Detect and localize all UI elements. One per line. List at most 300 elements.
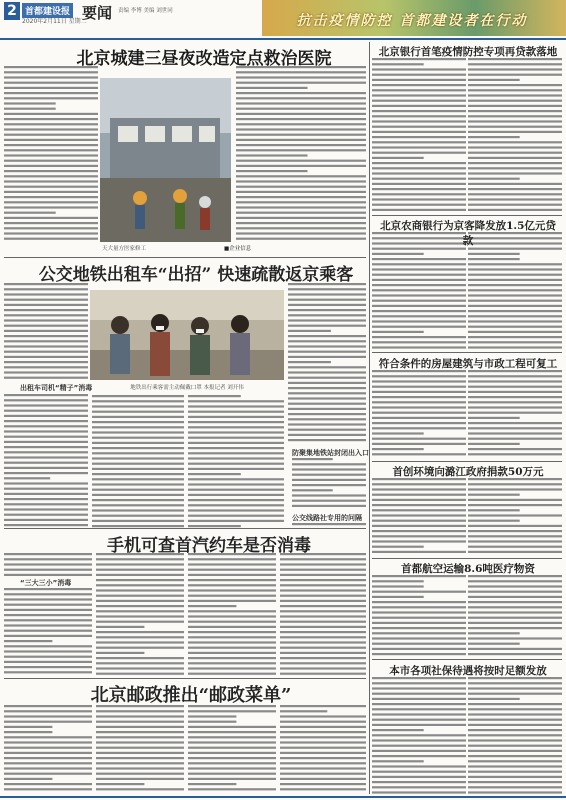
text-line bbox=[468, 687, 562, 689]
text-line bbox=[372, 183, 466, 185]
text-line bbox=[280, 773, 366, 775]
text-line bbox=[372, 719, 466, 721]
text-line bbox=[468, 331, 562, 333]
text-line bbox=[280, 563, 366, 565]
text-line bbox=[96, 584, 184, 586]
text-line bbox=[280, 710, 327, 712]
text-line bbox=[236, 97, 366, 99]
text-line bbox=[372, 483, 466, 485]
text-line bbox=[4, 175, 98, 177]
text-line bbox=[372, 687, 466, 689]
text-line bbox=[188, 600, 276, 602]
text-line bbox=[288, 325, 366, 327]
text-line bbox=[188, 405, 284, 407]
text-line bbox=[96, 752, 184, 754]
text-line bbox=[288, 418, 366, 420]
text-line bbox=[4, 191, 98, 193]
text-line bbox=[372, 294, 466, 296]
photo-hospital-caption: 天大量方医家修工 bbox=[102, 246, 147, 252]
text-line bbox=[372, 791, 466, 793]
subhead-car: “三大三小”消毒 bbox=[20, 579, 72, 587]
text-line bbox=[372, 535, 466, 537]
text-line bbox=[96, 773, 184, 775]
text-line bbox=[4, 206, 98, 208]
text-line bbox=[468, 643, 520, 645]
text-line bbox=[4, 640, 52, 642]
text-line bbox=[468, 540, 562, 542]
text-line bbox=[372, 755, 466, 757]
text-line bbox=[4, 415, 88, 417]
text-line bbox=[372, 172, 466, 174]
text-line bbox=[372, 606, 466, 608]
text-line bbox=[236, 134, 366, 136]
text-line bbox=[4, 614, 92, 616]
text-line bbox=[468, 380, 562, 382]
text-line bbox=[4, 160, 98, 162]
text-line bbox=[280, 762, 366, 764]
text-line bbox=[372, 494, 466, 496]
text-line bbox=[468, 406, 562, 408]
text-line bbox=[4, 482, 88, 484]
text-line bbox=[288, 335, 366, 337]
text-line bbox=[468, 422, 562, 424]
text-line bbox=[96, 778, 184, 780]
text-line bbox=[92, 509, 184, 511]
text-line bbox=[4, 519, 88, 521]
text-line bbox=[92, 457, 184, 459]
banner-slogan: 抗击疫情防控 首都建设者在行动 bbox=[296, 13, 528, 29]
text-line bbox=[96, 579, 184, 581]
text-line bbox=[188, 395, 241, 397]
text-line bbox=[188, 452, 284, 454]
text-line bbox=[96, 595, 184, 597]
text-line bbox=[280, 667, 366, 669]
text-line bbox=[188, 741, 276, 743]
headline-bank-loan: 北京银行首笔疫情防控专项再贷款落地 bbox=[378, 46, 558, 58]
text-line bbox=[372, 326, 466, 328]
text-line bbox=[372, 341, 466, 343]
text-line bbox=[288, 330, 331, 332]
text-line bbox=[468, 167, 562, 169]
text-line bbox=[468, 100, 562, 102]
text-line bbox=[288, 366, 366, 368]
text-line bbox=[372, 703, 466, 705]
text-line bbox=[188, 494, 284, 496]
text-line bbox=[292, 468, 366, 470]
text-line bbox=[4, 609, 92, 611]
text-line bbox=[92, 437, 184, 439]
text-line bbox=[96, 762, 184, 764]
text-line bbox=[468, 310, 562, 312]
text-line bbox=[188, 437, 284, 439]
text-line bbox=[188, 610, 276, 612]
text-line bbox=[4, 721, 92, 723]
text-line bbox=[372, 157, 424, 159]
text-line bbox=[188, 525, 241, 527]
text-line bbox=[468, 682, 562, 684]
text-line bbox=[4, 472, 88, 474]
text-line bbox=[188, 736, 276, 738]
text-line bbox=[468, 585, 562, 587]
text-line bbox=[280, 783, 366, 785]
text-line bbox=[4, 410, 88, 412]
text-line bbox=[468, 89, 562, 91]
text-line bbox=[372, 504, 466, 506]
text-line bbox=[372, 771, 466, 773]
text-line bbox=[92, 463, 184, 465]
text-line bbox=[288, 382, 366, 384]
photo-hospital-credit: ■企业信息 bbox=[224, 246, 252, 252]
text-line bbox=[96, 741, 184, 743]
text-line bbox=[4, 238, 98, 240]
text-line bbox=[4, 493, 88, 495]
text-line bbox=[96, 605, 184, 607]
text-line bbox=[372, 136, 466, 138]
text-line bbox=[372, 115, 466, 117]
text-line bbox=[188, 726, 276, 728]
text-line bbox=[372, 632, 466, 634]
text-line bbox=[468, 786, 562, 788]
text-line bbox=[280, 579, 366, 581]
text-line bbox=[4, 630, 92, 632]
text-line bbox=[92, 489, 184, 491]
text-line bbox=[372, 401, 466, 403]
text-line bbox=[372, 627, 466, 629]
text-line bbox=[468, 509, 520, 511]
text-line bbox=[372, 63, 424, 65]
text-line bbox=[188, 626, 276, 628]
text-line bbox=[288, 304, 366, 306]
text-line bbox=[236, 222, 366, 224]
text-line bbox=[288, 429, 366, 431]
text-line bbox=[4, 569, 92, 571]
text-line bbox=[372, 193, 466, 195]
text-line bbox=[92, 520, 184, 522]
text-line bbox=[372, 514, 466, 516]
text-line bbox=[96, 569, 184, 571]
text-line bbox=[372, 198, 466, 200]
text-line bbox=[468, 551, 562, 553]
text-line bbox=[468, 698, 520, 700]
text-line bbox=[188, 504, 284, 506]
text-line bbox=[280, 747, 366, 749]
text-line bbox=[280, 767, 366, 769]
text-line bbox=[4, 430, 88, 432]
text-line bbox=[92, 421, 184, 423]
text-line bbox=[372, 622, 466, 624]
text-line bbox=[468, 713, 562, 715]
text-line bbox=[372, 253, 424, 255]
text-line bbox=[4, 666, 92, 668]
text-line bbox=[4, 144, 98, 146]
text-line bbox=[468, 84, 562, 86]
text-line bbox=[372, 781, 466, 783]
text-line bbox=[468, 739, 562, 741]
text-line bbox=[4, 139, 98, 141]
text-line bbox=[372, 724, 466, 726]
text-line bbox=[468, 653, 562, 655]
text-line bbox=[188, 400, 284, 402]
text-line bbox=[372, 274, 466, 276]
text-line bbox=[372, 427, 466, 429]
text-line bbox=[188, 710, 276, 712]
text-line bbox=[292, 523, 366, 525]
staff-credits: 责编 李博 美编 刘世同 bbox=[118, 8, 173, 14]
text-line bbox=[292, 479, 366, 481]
text-line bbox=[4, 715, 92, 717]
text-line bbox=[96, 783, 144, 785]
text-line bbox=[468, 305, 562, 307]
text-line bbox=[4, 196, 98, 198]
text-line bbox=[188, 778, 276, 780]
text-line bbox=[188, 584, 276, 586]
text-line bbox=[372, 546, 424, 548]
text-line bbox=[468, 320, 562, 322]
text-line bbox=[468, 300, 562, 302]
subhead-bus: 防聚集地铁站封闭出入口 bbox=[292, 449, 369, 457]
text-line bbox=[468, 617, 562, 619]
text-line bbox=[280, 631, 366, 633]
text-line bbox=[188, 515, 284, 517]
text-line bbox=[372, 336, 466, 338]
page-section-tag: 要闻 bbox=[82, 4, 113, 22]
text-line bbox=[4, 446, 88, 448]
text-line bbox=[4, 97, 98, 99]
text-line bbox=[292, 505, 366, 507]
text-line bbox=[4, 788, 92, 790]
text-line bbox=[4, 757, 92, 759]
text-line bbox=[92, 452, 184, 454]
text-line bbox=[372, 258, 466, 260]
text-line bbox=[468, 765, 562, 767]
text-line bbox=[188, 447, 284, 449]
text-line bbox=[288, 361, 331, 363]
text-line bbox=[372, 708, 466, 710]
text-line bbox=[372, 263, 466, 265]
text-line bbox=[372, 178, 466, 180]
text-line bbox=[372, 648, 466, 650]
text-line bbox=[468, 632, 520, 634]
text-line bbox=[372, 346, 466, 348]
text-line bbox=[4, 87, 98, 89]
text-line bbox=[468, 483, 562, 485]
text-line bbox=[4, 508, 88, 510]
text-line bbox=[4, 456, 88, 458]
text-line bbox=[96, 662, 184, 664]
text-line bbox=[372, 729, 424, 731]
text-line bbox=[4, 503, 88, 505]
text-line bbox=[288, 387, 366, 389]
text-line bbox=[372, 499, 466, 501]
text-line bbox=[468, 157, 562, 159]
text-line bbox=[4, 394, 88, 396]
text-line bbox=[468, 263, 562, 265]
text-line bbox=[188, 520, 284, 522]
text-line bbox=[236, 212, 366, 214]
text-line bbox=[280, 726, 366, 728]
text-line bbox=[468, 448, 562, 450]
text-line bbox=[4, 314, 88, 316]
text-line bbox=[372, 693, 466, 695]
headline-ride-hailing: 手机可查首汽约车是否消毒 bbox=[107, 536, 311, 556]
text-line bbox=[188, 767, 276, 769]
text-line bbox=[468, 68, 562, 70]
text-line bbox=[188, 762, 276, 764]
text-line bbox=[468, 396, 562, 398]
text-line bbox=[96, 721, 184, 723]
text-line bbox=[188, 788, 276, 790]
text-line bbox=[280, 584, 366, 586]
text-line bbox=[468, 622, 562, 624]
text-line bbox=[372, 698, 466, 700]
text-line bbox=[92, 525, 184, 527]
text-line bbox=[4, 212, 56, 214]
text-line bbox=[4, 661, 92, 663]
text-line bbox=[372, 509, 466, 511]
photo-subway-caption: 地铁出行乘客需主动佩戴口罩 本报记者 刘开伟 bbox=[130, 385, 244, 391]
text-line bbox=[372, 438, 466, 440]
text-line bbox=[372, 89, 466, 91]
text-line bbox=[372, 162, 466, 164]
text-line bbox=[96, 563, 184, 565]
text-line bbox=[236, 149, 366, 151]
text-line bbox=[4, 420, 88, 422]
text-line bbox=[372, 422, 466, 424]
text-line bbox=[92, 473, 184, 475]
text-line bbox=[96, 667, 184, 669]
text-line bbox=[372, 776, 466, 778]
text-line bbox=[288, 351, 366, 353]
text-line bbox=[372, 765, 466, 767]
text-line bbox=[468, 258, 520, 260]
text-line bbox=[372, 204, 466, 206]
text-line bbox=[4, 299, 88, 301]
text-line bbox=[372, 713, 466, 715]
text-line bbox=[188, 489, 284, 491]
text-line bbox=[4, 773, 92, 775]
text-line bbox=[288, 340, 366, 342]
text-line bbox=[468, 162, 562, 164]
text-line bbox=[96, 631, 184, 633]
text-line bbox=[4, 604, 92, 606]
text-line bbox=[468, 386, 562, 388]
text-line bbox=[468, 546, 562, 548]
text-line bbox=[4, 778, 52, 780]
text-line bbox=[468, 284, 562, 286]
text-line bbox=[92, 416, 184, 418]
text-line bbox=[4, 82, 98, 84]
text-line bbox=[468, 178, 520, 180]
text-line bbox=[188, 652, 276, 654]
text-line bbox=[236, 175, 366, 177]
text-line bbox=[4, 462, 88, 464]
text-line bbox=[292, 474, 366, 476]
text-line bbox=[468, 120, 562, 122]
text-line bbox=[372, 412, 466, 414]
text-line bbox=[280, 600, 366, 602]
text-line bbox=[468, 781, 562, 783]
text-line bbox=[4, 293, 88, 295]
text-line bbox=[372, 448, 424, 450]
text-line bbox=[468, 198, 562, 200]
text-line bbox=[96, 626, 144, 628]
text-line bbox=[372, 750, 466, 752]
text-line bbox=[280, 757, 366, 759]
text-line bbox=[468, 401, 562, 403]
text-line bbox=[288, 397, 366, 399]
text-line bbox=[468, 729, 562, 731]
text-line bbox=[92, 447, 184, 449]
text-line bbox=[188, 647, 276, 649]
text-line bbox=[468, 453, 562, 455]
text-line bbox=[468, 776, 562, 778]
text-line bbox=[372, 320, 466, 322]
text-line bbox=[372, 126, 466, 128]
text-line bbox=[468, 268, 562, 270]
text-line bbox=[96, 673, 184, 675]
right-divider bbox=[372, 461, 562, 462]
text-line bbox=[372, 591, 466, 593]
headline-rural-bank: 北京农商银行为京客降发放1.5亿元贷款 bbox=[380, 220, 556, 247]
text-line bbox=[188, 569, 276, 571]
text-line bbox=[4, 118, 98, 120]
text-line bbox=[4, 377, 88, 379]
text-line bbox=[4, 319, 88, 321]
text-line bbox=[188, 631, 276, 633]
text-line bbox=[4, 425, 88, 427]
text-line bbox=[372, 585, 424, 587]
text-line bbox=[236, 82, 366, 84]
text-line bbox=[280, 621, 366, 623]
text-line bbox=[188, 431, 284, 433]
text-line bbox=[280, 647, 366, 649]
text-line bbox=[468, 289, 562, 291]
text-line bbox=[468, 391, 562, 393]
text-line bbox=[188, 595, 276, 597]
text-line bbox=[96, 647, 184, 649]
text-line bbox=[468, 438, 562, 440]
text-line bbox=[468, 771, 562, 773]
text-line bbox=[4, 498, 88, 500]
text-line bbox=[372, 110, 466, 112]
text-line bbox=[4, 325, 88, 327]
text-line bbox=[468, 172, 562, 174]
text-line bbox=[236, 113, 366, 115]
text-line bbox=[188, 667, 276, 669]
text-line bbox=[292, 484, 366, 486]
right-divider bbox=[372, 558, 562, 559]
text-line bbox=[468, 274, 562, 276]
text-line bbox=[372, 391, 466, 393]
text-line bbox=[92, 468, 184, 470]
text-line bbox=[188, 757, 276, 759]
headline-donation: 首创环境向潞江政府捐款50万元 bbox=[392, 466, 544, 478]
text-line bbox=[4, 304, 88, 306]
text-line bbox=[372, 305, 466, 307]
text-line bbox=[280, 715, 366, 717]
text-line bbox=[92, 483, 184, 485]
text-line bbox=[372, 596, 424, 598]
text-line bbox=[372, 380, 466, 382]
text-line bbox=[280, 736, 366, 738]
text-line bbox=[372, 79, 466, 81]
text-line bbox=[236, 206, 366, 208]
text-line bbox=[188, 673, 276, 675]
text-line bbox=[468, 520, 520, 522]
text-line bbox=[372, 146, 466, 148]
text-line bbox=[188, 483, 284, 485]
text-line bbox=[280, 610, 366, 612]
